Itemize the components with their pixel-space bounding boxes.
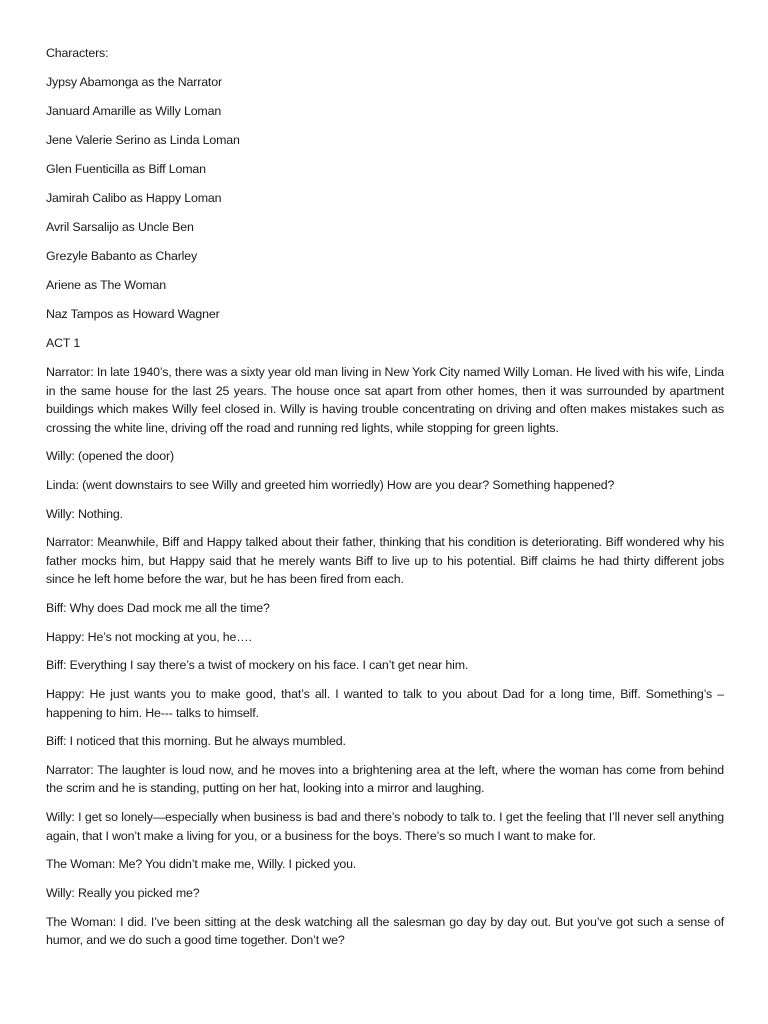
script-paragraph: Narrator: In late 1940’s, there was a sixty year old man living in New York City named Willy Loman. He lived with his wife, Linda in the same house for the last 25 years. The house once sat apart from other homes, then it was surrounded by apartment buildings which makes Willy feel closed in. Willy is having trouble concentrating on driving and often makes mistakes such as crossing the white line, driving off the road and running red lights, while stopping for green lights. xyxy=(46,365,724,435)
script-paragraph: The Woman: I did. I’ve been sitting at the desk watching all the salesman go day by day out. But you’ve got such a sense of humor, and we do such a good time together. Don’t we? xyxy=(46,914,724,948)
script-paragraph: Willy: Nothing. xyxy=(46,506,123,521)
characters-heading: Characters: xyxy=(46,46,109,60)
script-paragraph: Narrator: The laughter is loud now, and he moves into a brightening area at the left, where the woman has come from behind the scrim and he is standing, putting on her hat, looking into a mirror and laughing. xyxy=(46,762,724,796)
cast-line: Jamirah Calibo as Happy Loman xyxy=(46,191,222,205)
cast-line: Glen Fuenticilla as Biff Loman xyxy=(46,162,206,176)
script-paragraph: The Woman: Me? You didn’t make me, Willy. I picked you. xyxy=(46,857,357,872)
script-paragraph: Happy: He’s not mocking at you, he…. xyxy=(46,629,252,644)
script-paragraph: Willy: Really you picked me? xyxy=(46,885,200,900)
cast-line: Jene Valerie Serino as Linda Loman xyxy=(46,133,240,147)
cast-line: Januard Amarille as Willy Loman xyxy=(46,104,222,118)
script-paragraph: Biff: Why does Dad mock me all the time? xyxy=(46,600,270,615)
cast-line: Naz Tampos as Howard Wagner xyxy=(46,307,220,321)
cast-line: Ariene as The Woman xyxy=(46,278,166,292)
script-paragraph: Biff: I noticed that this morning. But he always mumbled. xyxy=(46,734,346,749)
act-heading: ACT 1 xyxy=(46,336,81,350)
script-paragraph: Linda: (went downstairs to see Willy and greeted him worriedly) How are you dear? Something happened? xyxy=(46,477,615,492)
script-paragraph: Narrator: Meanwhile, Biff and Happy talked about their father, thinking that his condition is deteriorating. Biff wondered why his father mocks him, but Happy said that he merely wants Biff to live up to his potential. Biff claims he had thirty different jobs since he left home before the war, but he has been fired from each. xyxy=(46,535,724,587)
script-paragraph: Willy: (opened the door) xyxy=(46,449,174,464)
script-paragraph: Biff: Everything I say there’s a twist of mockery on his face. I can’t get near him. xyxy=(46,658,469,673)
script-paragraph: Happy: He just wants you to make good, that’s all. I wanted to talk to you about Dad for a long time, Biff. Something’s – happening to him. He--- talks to himself. xyxy=(46,687,724,720)
cast-line: Jypsy Abamonga as the Narrator xyxy=(46,75,222,89)
cast-line: Avril Sarsalijo as Uncle Ben xyxy=(46,220,194,234)
cast-line: Grezyle Babanto as Charley xyxy=(46,249,198,263)
script-paragraph: Willy: I get so lonely—especially when business is bad and there’s nobody to talk to. I get the feeling that I’ll never sell anything again, that I won’t make a living for you, or a business for the boys. There’s so much I want to make for. xyxy=(46,810,724,843)
